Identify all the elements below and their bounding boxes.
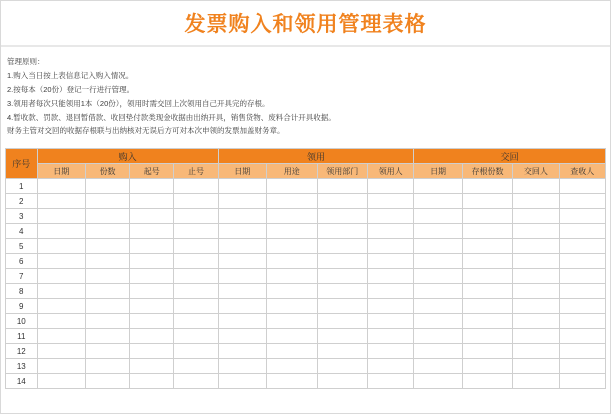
- table-cell[interactable]: [513, 239, 559, 254]
- row-number: 14: [6, 374, 38, 389]
- row-number: 8: [6, 284, 38, 299]
- table-group-header-row: [6, 149, 606, 164]
- table-cell[interactable]: [130, 254, 174, 269]
- table-cell[interactable]: [37, 194, 85, 209]
- column-header-return-person: 交回人: [513, 164, 559, 179]
- table-cell[interactable]: [174, 314, 218, 329]
- rules-block: [1, 47, 610, 142]
- table-cell[interactable]: [317, 374, 368, 389]
- table-cell[interactable]: [513, 224, 559, 239]
- table-sub-header-row: [6, 164, 606, 179]
- column-header-purchase-count: 份数: [85, 164, 129, 179]
- table-cell[interactable]: [37, 284, 85, 299]
- table-row[interactable]: [6, 239, 606, 254]
- group-header-return: 交回: [414, 149, 606, 164]
- table-cell[interactable]: [267, 254, 318, 269]
- table-cell[interactable]: [174, 254, 218, 269]
- table-cell[interactable]: [513, 314, 559, 329]
- table-cell[interactable]: [130, 194, 174, 209]
- table-cell[interactable]: [414, 344, 462, 359]
- table-cell[interactable]: [85, 329, 129, 344]
- table-cell[interactable]: [368, 329, 414, 344]
- table-cell[interactable]: [513, 254, 559, 269]
- records-table: [5, 148, 606, 389]
- table-cell[interactable]: [267, 269, 318, 284]
- row-number: 4: [6, 224, 38, 239]
- table-cell[interactable]: [130, 344, 174, 359]
- table-cell[interactable]: [218, 224, 266, 239]
- table-cell[interactable]: [218, 329, 266, 344]
- table-cell[interactable]: [317, 329, 368, 344]
- table-cell[interactable]: [368, 299, 414, 314]
- table-cell[interactable]: [267, 359, 318, 374]
- table-cell[interactable]: [174, 209, 218, 224]
- table-cell[interactable]: [559, 194, 605, 209]
- column-header-purchase-date: 日期: [37, 164, 85, 179]
- table-cell[interactable]: [513, 329, 559, 344]
- group-header-usage: 领用: [218, 149, 414, 164]
- table-cell[interactable]: [37, 269, 85, 284]
- table-cell[interactable]: [85, 284, 129, 299]
- table-cell[interactable]: [267, 209, 318, 224]
- table-cell[interactable]: [414, 239, 462, 254]
- row-number: 10: [6, 314, 38, 329]
- table-cell[interactable]: [267, 344, 318, 359]
- table-cell[interactable]: [317, 254, 368, 269]
- table-cell[interactable]: [414, 374, 462, 389]
- table-cell[interactable]: [559, 209, 605, 224]
- table-cell[interactable]: [462, 299, 513, 314]
- column-header-usage-date: 日期: [218, 164, 266, 179]
- column-header-return-stub-count: 存根份数: [462, 164, 513, 179]
- column-header-usage-person: 领用人: [368, 164, 414, 179]
- table-row[interactable]: [6, 179, 606, 194]
- table-cell[interactable]: [317, 359, 368, 374]
- page-title: 发票购入和领用管理表格: [184, 13, 427, 36]
- table-cell[interactable]: [513, 179, 559, 194]
- table-cell[interactable]: [462, 224, 513, 239]
- table-cell[interactable]: [130, 359, 174, 374]
- table-cell[interactable]: [267, 329, 318, 344]
- table-cell[interactable]: [317, 299, 368, 314]
- table-cell[interactable]: [174, 374, 218, 389]
- table-cell[interactable]: [368, 194, 414, 209]
- table-cell[interactable]: [414, 209, 462, 224]
- rule-item-4: 4.暂收款、罚款、退回暂借款、收回垫付款类现金收据由出纳开具，销售货物、废料合计开具收据。: [7, 112, 336, 122]
- table-cell[interactable]: [368, 359, 414, 374]
- row-number: 1: [6, 179, 38, 194]
- table-cell[interactable]: [37, 224, 85, 239]
- table-cell[interactable]: [267, 299, 318, 314]
- table-cell[interactable]: [513, 269, 559, 284]
- table-cell[interactable]: [218, 194, 266, 209]
- rule-item-1: 1.购入当日按上表信息记入购入情况。: [7, 70, 134, 80]
- table-cell[interactable]: [368, 314, 414, 329]
- table-cell[interactable]: [317, 344, 368, 359]
- table-cell[interactable]: [85, 374, 129, 389]
- table-cell[interactable]: [267, 239, 318, 254]
- table-cell[interactable]: [368, 269, 414, 284]
- table-cell[interactable]: [267, 224, 318, 239]
- table-cell[interactable]: [317, 224, 368, 239]
- table-cell[interactable]: [37, 299, 85, 314]
- row-number: 11: [6, 329, 38, 344]
- title-bar: [1, 1, 610, 47]
- table-row[interactable]: [6, 329, 606, 344]
- table-cell[interactable]: [462, 359, 513, 374]
- row-number: 6: [6, 254, 38, 269]
- table-cell[interactable]: [85, 194, 129, 209]
- table-cell[interactable]: [130, 224, 174, 239]
- table-cell[interactable]: [559, 254, 605, 269]
- table-cell[interactable]: [414, 314, 462, 329]
- column-header-purchase-end-no: 止号: [174, 164, 218, 179]
- column-header-index: 序号: [6, 149, 38, 179]
- table-row[interactable]: [6, 299, 606, 314]
- table-cell[interactable]: [513, 284, 559, 299]
- table-row[interactable]: [6, 284, 606, 299]
- table-cell[interactable]: [85, 299, 129, 314]
- table-row[interactable]: [6, 314, 606, 329]
- rule-item-2: 2.按每本（20份）登记一行进行管理。: [7, 84, 135, 94]
- table-cell[interactable]: [37, 329, 85, 344]
- table-cell[interactable]: [218, 314, 266, 329]
- table-cell[interactable]: [317, 194, 368, 209]
- rules-heading: 管理原则：: [7, 57, 45, 66]
- table-cell[interactable]: [174, 299, 218, 314]
- table-cell[interactable]: [130, 239, 174, 254]
- table-cell[interactable]: [414, 329, 462, 344]
- table-cell[interactable]: [317, 269, 368, 284]
- table-cell[interactable]: [513, 374, 559, 389]
- table-cell[interactable]: [85, 344, 129, 359]
- table-cell[interactable]: [218, 284, 266, 299]
- table-cell[interactable]: [85, 359, 129, 374]
- table-cell[interactable]: [85, 269, 129, 284]
- table-cell[interactable]: [317, 209, 368, 224]
- table-cell[interactable]: [218, 179, 266, 194]
- table-cell[interactable]: [37, 209, 85, 224]
- table-cell[interactable]: [267, 314, 318, 329]
- table-cell[interactable]: [414, 194, 462, 209]
- table-cell[interactable]: [559, 344, 605, 359]
- table-cell[interactable]: [130, 269, 174, 284]
- table-cell[interactable]: [174, 269, 218, 284]
- table-cell[interactable]: [85, 209, 129, 224]
- table-cell[interactable]: [130, 299, 174, 314]
- table-cell[interactable]: [37, 254, 85, 269]
- table-cell[interactable]: [368, 224, 414, 239]
- column-header-return-date: 日期: [414, 164, 462, 179]
- table-cell[interactable]: [414, 224, 462, 239]
- rule-item-3: 3.领用者每次只能领用1本（20份），领用时需交回上次领用自己开具完的存根。: [7, 98, 270, 108]
- table-cell[interactable]: [37, 344, 85, 359]
- table-cell[interactable]: [462, 194, 513, 209]
- rule-item-5: 财务主管对交回的收据存根联与出纳核对无误后方可对本次申领的发票加盖财务章。: [7, 126, 285, 136]
- table-cell[interactable]: [218, 359, 266, 374]
- table-cell[interactable]: [174, 329, 218, 344]
- table-cell[interactable]: [174, 179, 218, 194]
- table-cell[interactable]: [513, 209, 559, 224]
- table-cell[interactable]: [317, 284, 368, 299]
- table-cell[interactable]: [267, 194, 318, 209]
- table-cell[interactable]: [559, 239, 605, 254]
- group-header-purchase: 购入: [37, 149, 218, 164]
- table-cell[interactable]: [174, 224, 218, 239]
- table-cell[interactable]: [559, 299, 605, 314]
- table-cell[interactable]: [130, 329, 174, 344]
- table-cell[interactable]: [218, 374, 266, 389]
- table-cell[interactable]: [414, 299, 462, 314]
- row-number: 5: [6, 239, 38, 254]
- table-cell[interactable]: [414, 359, 462, 374]
- table-cell[interactable]: [218, 209, 266, 224]
- column-header-usage-department: 领用部门: [317, 164, 368, 179]
- table-cell[interactable]: [368, 284, 414, 299]
- table-cell[interactable]: [462, 344, 513, 359]
- table-cell[interactable]: [85, 254, 129, 269]
- table-cell[interactable]: [559, 329, 605, 344]
- table-cell[interactable]: [218, 254, 266, 269]
- table-row[interactable]: [6, 269, 606, 284]
- table-cell[interactable]: [559, 374, 605, 389]
- table-cell[interactable]: [174, 239, 218, 254]
- table-cell[interactable]: [174, 359, 218, 374]
- table-cell[interactable]: [218, 269, 266, 284]
- table-cell[interactable]: [462, 254, 513, 269]
- table-cell[interactable]: [37, 239, 85, 254]
- table-row[interactable]: [6, 359, 606, 374]
- table-cell[interactable]: [462, 209, 513, 224]
- column-header-receiver: 查收人: [559, 164, 605, 179]
- table-cell[interactable]: [267, 179, 318, 194]
- table-cell[interactable]: [37, 374, 85, 389]
- table-cell[interactable]: [559, 314, 605, 329]
- table-cell[interactable]: [414, 269, 462, 284]
- table-cell[interactable]: [130, 209, 174, 224]
- table-cell[interactable]: [559, 284, 605, 299]
- table-cell[interactable]: [368, 209, 414, 224]
- table-cell[interactable]: [368, 374, 414, 389]
- column-header-usage-purpose: 用途: [267, 164, 318, 179]
- table-cell[interactable]: [85, 239, 129, 254]
- table-cell[interactable]: [462, 314, 513, 329]
- table-cell[interactable]: [267, 284, 318, 299]
- table-cell[interactable]: [317, 239, 368, 254]
- table-row[interactable]: [6, 194, 606, 209]
- table-body: [6, 179, 606, 389]
- table-cell[interactable]: [317, 179, 368, 194]
- table-cell[interactable]: [462, 179, 513, 194]
- table-cell[interactable]: [513, 194, 559, 209]
- table-cell[interactable]: [368, 254, 414, 269]
- table-cell[interactable]: [130, 374, 174, 389]
- table-cell[interactable]: [218, 299, 266, 314]
- table-cell[interactable]: [414, 284, 462, 299]
- table-cell[interactable]: [37, 314, 85, 329]
- table-cell[interactable]: [414, 179, 462, 194]
- table-row[interactable]: [6, 224, 606, 239]
- table-cell[interactable]: [462, 329, 513, 344]
- table-cell[interactable]: [218, 239, 266, 254]
- row-number: 3: [6, 209, 38, 224]
- table-cell[interactable]: [462, 284, 513, 299]
- table-cell[interactable]: [85, 179, 129, 194]
- table-cell[interactable]: [414, 254, 462, 269]
- table-cell[interactable]: [513, 299, 559, 314]
- table-cell[interactable]: [37, 359, 85, 374]
- table-cell[interactable]: [368, 344, 414, 359]
- table-cell[interactable]: [462, 269, 513, 284]
- table-cell[interactable]: [174, 344, 218, 359]
- table-cell[interactable]: [130, 179, 174, 194]
- table-cell[interactable]: [462, 239, 513, 254]
- row-number: 7: [6, 269, 38, 284]
- table-cell[interactable]: [85, 224, 129, 239]
- table-row[interactable]: [6, 209, 606, 224]
- table-row[interactable]: [6, 254, 606, 269]
- table-cell[interactable]: [174, 194, 218, 209]
- column-header-purchase-start-no: 起号: [130, 164, 174, 179]
- table-cell[interactable]: [559, 269, 605, 284]
- table-cell[interactable]: [267, 374, 318, 389]
- row-number: 12: [6, 344, 38, 359]
- table-cell[interactable]: [513, 344, 559, 359]
- table-cell[interactable]: [37, 179, 85, 194]
- row-number: 13: [6, 359, 38, 374]
- table-cell[interactable]: [218, 344, 266, 359]
- table-cell[interactable]: [85, 314, 129, 329]
- table-cell[interactable]: [513, 359, 559, 374]
- table-row[interactable]: [6, 374, 606, 389]
- table-row[interactable]: [6, 344, 606, 359]
- table-cell[interactable]: [559, 224, 605, 239]
- table-cell[interactable]: [174, 284, 218, 299]
- row-number: 9: [6, 299, 38, 314]
- table-cell[interactable]: [368, 239, 414, 254]
- table-cell[interactable]: [559, 359, 605, 374]
- table-cell[interactable]: [130, 284, 174, 299]
- row-number: 2: [6, 194, 38, 209]
- table-cell[interactable]: [317, 314, 368, 329]
- table-cell[interactable]: [368, 179, 414, 194]
- table-cell[interactable]: [130, 314, 174, 329]
- table-cell[interactable]: [559, 179, 605, 194]
- table-cell[interactable]: [462, 374, 513, 389]
